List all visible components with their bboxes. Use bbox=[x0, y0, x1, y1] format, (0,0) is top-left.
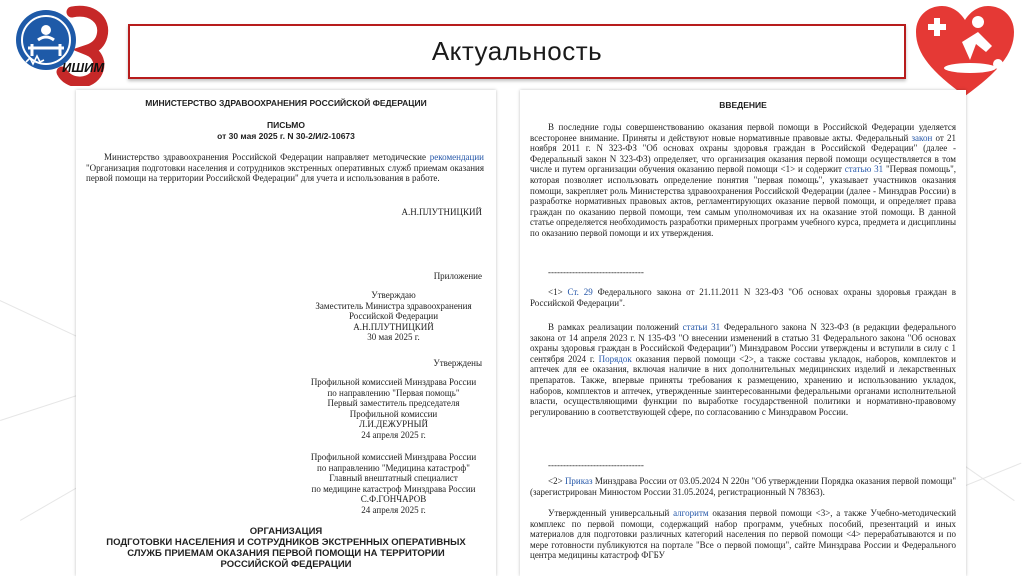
approve-line: 30 мая 2025 г. bbox=[367, 332, 420, 342]
footnote-text: <2> bbox=[548, 476, 565, 486]
intro-paragraph-3 bbox=[530, 508, 956, 561]
paragraph-text: В рамках реализации положений bbox=[548, 322, 683, 332]
paragraph-text: оказания первой помощи <3>, а также Учебно-методический комплекс по первой помощи, содержащий набор программ, учебных пособий, презентаций и иных материалов для подготовки различных категорий населения по первой помощи <4> перерабатываются и по мере готовности публикуются на портале "Все о первой помощи", сайте Минздрава России и Федерального центра медицины катастроф ФГБУ bbox=[530, 508, 957, 561]
article-31-link[interactable]: статьи 31 bbox=[682, 322, 721, 332]
approved-label: Утверждены bbox=[433, 358, 482, 368]
appendix-label: Приложение bbox=[433, 271, 482, 281]
commission-line: Л.И.ДЕЖУРНЫЙ bbox=[359, 419, 428, 429]
procedure-link[interactable]: Порядок bbox=[598, 353, 632, 364]
document-heading bbox=[86, 526, 486, 570]
paragraph-text: оказания первой помощи <2>, а также составы укладок, наборов, комплектов и аптечек для ее оказания, включая наличие в них дополнительных медицинских изделий и лекарственных препаратов. Также, впервые приняты требования к размещению, хранению и использованию укладок, наборов, комплектов и аптечек, утвержденные заинтересованными федеральными органами исполнительной власти, осуществляющими функции по выработке государственной политики и нормативно-правовому регулированию в соответствующей сфере, по согласованию с Минздравом России. bbox=[530, 353, 956, 417]
logo-label: ИШИМ bbox=[62, 60, 105, 75]
doc-date: от 30 мая 2025 г. N 30-2/И/2-10673 bbox=[217, 131, 355, 141]
commission-line: 24 апреля 2025 г. bbox=[361, 429, 426, 440]
ministry-name: МИНИСТЕРСТВО ЗДРАВООХРАНЕНИЯ РОССИЙСКОЙ ФЕДЕРАЦИИ bbox=[145, 98, 427, 108]
body-text: "Организация подготовки населения и сотрудников экстренных оперативных служб приемам оказания первой помощи на территории Российской Федерации" для учета и использования в работе. bbox=[86, 162, 484, 184]
paragraph-text: "Первая помощь", которая позволяет использовать определение понятия "первая помощь", указывает участников оказания помощи, закрепляет роль Министерства здравоохранения Российской Федерации (далее - Минздрав России) в разработке нормативных правовых актов, регламентирующих оказание первой помощи, и определяет права граждан по оказанию первой помощи, тем самым уполномочивая их на оказание этой помощи. В данной статье определяется необходимость разработки примерных программ учебного курса, предмета и дисциплины по оказанию первой помощи и их утверждения. bbox=[530, 164, 956, 238]
article-29-link[interactable]: Ст. 29 bbox=[567, 287, 593, 297]
paragraph-text: от 21 ноября 2011 г. N 323-ФЗ "Об основах охраны здоровья граждан в Российской Федерации" (далее - Федеральный закон N 323-ФЗ) определяет, что организация оказания первой помощи осуществляется в том числе и путем организации обучения оказанию первой помощи <1> и содержит bbox=[530, 132, 956, 175]
footnote-2 bbox=[530, 476, 956, 497]
footnote-text: Федерального закона от 21.11.2011 N 323-ФЗ "Об основах охраны здоровья граждан в Российской Федерации". bbox=[530, 287, 957, 308]
footnote-separator: -------------------------------- bbox=[548, 460, 644, 470]
heading-line: СЛУЖБ ПРИЕМАМ ОКАЗАНИЯ ПЕРВОЙ ПОМОЩИ НА ТЕРРИТОРИИ bbox=[127, 548, 445, 559]
paragraph-text: В последние годы совершенствованию оказания первой помощи в Российской Федерации уделяется всесторонее внимание. Приняты и действуют новые нормативные правовые акты. Федеральный bbox=[530, 122, 956, 143]
commission-line: С.Ф.ГОНЧАРОВ bbox=[360, 494, 427, 504]
heading-line: ОРГАНИЗАЦИЯ bbox=[249, 526, 323, 537]
college-logo bbox=[10, 4, 110, 86]
algorithm-link[interactable]: алгоритм bbox=[673, 508, 709, 518]
letter-body bbox=[86, 152, 484, 184]
body-text: Министерство здравоохранения Российской Федерации направляет методические bbox=[104, 152, 426, 162]
commission-1-block bbox=[301, 377, 486, 440]
intro-paragraph-1 bbox=[530, 122, 956, 239]
heading-line: РОССИЙСКОЙ ФЕДЕРАЦИИ bbox=[220, 559, 352, 570]
approve-block bbox=[301, 290, 486, 343]
footnote-separator: -------------------------------- bbox=[548, 267, 644, 277]
commission-line: по медицине катастроф Минздрава России bbox=[311, 483, 476, 494]
first-aid-heart-logo bbox=[912, 2, 1018, 100]
paragraph-text: Утвержденный универсальный bbox=[548, 508, 674, 518]
approve-line: Утверждаю bbox=[371, 290, 416, 300]
commission-line: по направлению "Медицина катастроф" bbox=[317, 462, 470, 473]
commission-line: Первый заместитель председателя bbox=[327, 398, 460, 408]
approve-line: Заместитель Министра здравоохранения bbox=[315, 300, 472, 311]
approve-line: Российской Федерации bbox=[348, 311, 439, 321]
order-link[interactable]: Приказ bbox=[564, 476, 593, 486]
commission-line: Профильной комиссией Минздрава России bbox=[310, 377, 477, 387]
intro-heading: ВВЕДЕНИЕ bbox=[719, 100, 767, 110]
commission-line: Главный внештатный специалист bbox=[329, 473, 458, 483]
commission-line: Профильной комиссии bbox=[349, 408, 438, 419]
recommendations-link[interactable]: рекомендации bbox=[429, 152, 484, 162]
footnote-text: Минздрава России от 03.05.2024 N 220н "Об утверждении Порядка оказания первой помощи" (зарегистрирован Минюстом России 31.05.2024, регистрационный N 78363). bbox=[530, 476, 957, 497]
title-box bbox=[128, 24, 906, 79]
law-link[interactable]: закон bbox=[911, 132, 933, 143]
paragraph-text: Федерального закона N 323-ФЗ (в редакции федерального закона от 14 апреля 2023 г. N 135-ФЗ "О внесении изменений в статью 31 Федерального закона "Об основах охраны здоровья граждан в Российской Федерации") Минздравом России утверждены и вступили в силу с 1 сентября 2024 г. bbox=[530, 322, 956, 364]
slide-title: Актуальность bbox=[431, 36, 603, 66]
commission-line: по направлению "Первая помощь" bbox=[327, 387, 460, 398]
letter-document bbox=[76, 90, 496, 576]
intro-paragraph-2 bbox=[530, 322, 956, 417]
heading-line: ПОДГОТОВКИ НАСЕЛЕНИЯ И СОТРУДНИКОВ ЭКСТРЕННЫХ ОПЕРАТИВНЫХ bbox=[106, 537, 466, 548]
commission-line: 24 апреля 2025 г. bbox=[361, 504, 426, 515]
commission-line: Профильной комиссией Минздрава России bbox=[310, 452, 477, 462]
approve-line: А.Н.ПЛУТНИЦКИЙ bbox=[353, 321, 434, 332]
article-31-link[interactable]: статью 31 bbox=[844, 164, 884, 175]
commission-2-block bbox=[301, 452, 486, 515]
footnote-text: <1> bbox=[548, 287, 568, 297]
signer: А.Н.ПЛУТНИЦКИЙ bbox=[401, 207, 482, 217]
doc-type: ПИСЬМО bbox=[267, 120, 305, 130]
introduction-document bbox=[520, 90, 966, 576]
footnote-1 bbox=[530, 287, 956, 308]
